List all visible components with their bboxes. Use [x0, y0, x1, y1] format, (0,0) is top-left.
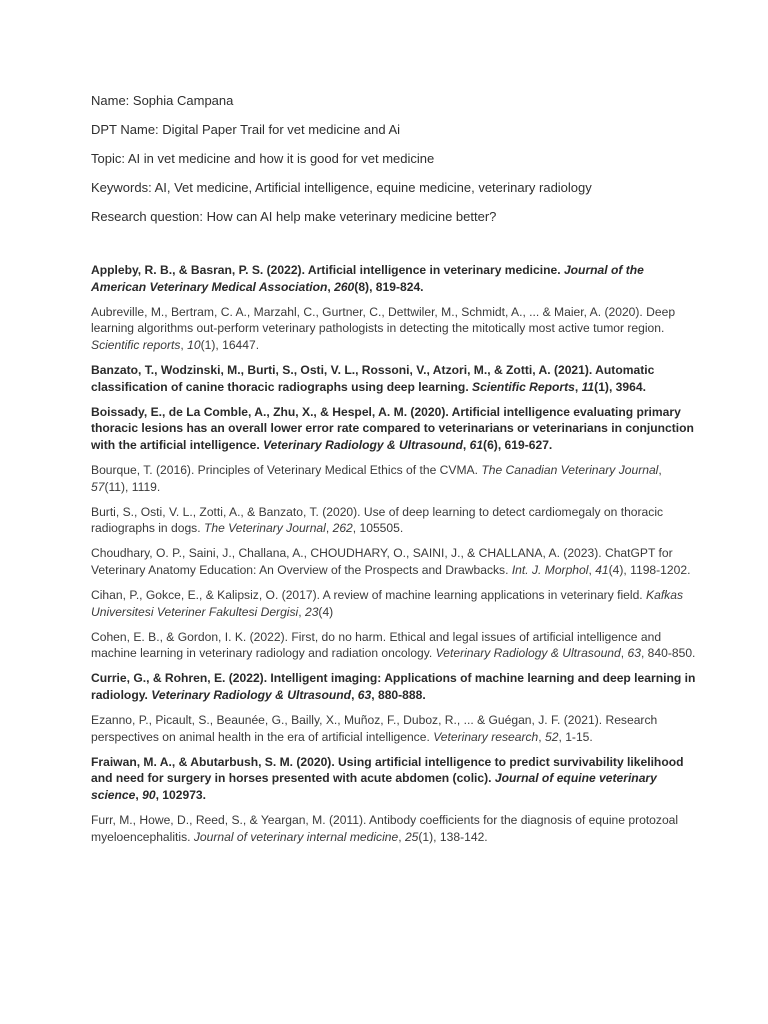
- reference-text: ,: [658, 462, 662, 477]
- reference-italic-text: Veterinary Radiology & Ultrasound: [263, 437, 463, 452]
- reference-text: Ezanno, P., Picault, S., Beaunée, G., Bailly, X., Muñoz, F., Duboz, R., ... & Guégan, J. F. (2021). Research perspectives on animal health in the era of artificial intelligence.: [91, 713, 658, 744]
- research-question: Research question: How can AI help make veterinary medicine better?: [91, 209, 497, 224]
- reference-text: Boissady, E., de La Comble, A., Zhu, X., & Hespel, A. M. (2020). Artificial intelligence evaluating primary thoracic lesions has an overall lower error rate compared to veterinarians or veterinarians in conjunction with the artificial intelligence.: [91, 404, 694, 452]
- reference-text: ,: [298, 604, 305, 619]
- reference-text: ,: [180, 337, 188, 352]
- reference-italic-text: 10: [187, 337, 201, 352]
- reference-entry: [91, 545, 697, 578]
- reference-text: ,: [538, 729, 546, 744]
- reference-text: (4): [318, 604, 334, 619]
- reference-text: (1), 16447.: [200, 337, 260, 352]
- reference-italic-text: 41: [595, 562, 609, 577]
- reference-text: Choudhary, O. P., Saini, J., Challana, A., CHOUDHARY, O., SAINI, J., & CHALLANA, A. (2023). ChatGPT for Veterinary Anatomy Education: An Overview of the Prospects and Drawbacks.: [91, 546, 673, 577]
- reference-entry: [91, 754, 697, 804]
- reference-text: , 840-850.: [640, 646, 696, 661]
- reference-italic-text: 63: [627, 646, 641, 661]
- reference-text: Burti, S., Osti, V. L., Zotti, A., & Banzato, T. (2020). Use of deep learning to detect cardiomegaly on thoracic radiographs in dogs.: [91, 504, 664, 536]
- keywords: Keywords: AI, Vet medicine, Artificial intelligence, equine medicine, veterinary radiology: [91, 180, 592, 195]
- reference-italic-text: Kafkas Universitesi Veteriner Fakultesi Dergisi: [91, 588, 684, 619]
- reference-italic-text: 61: [469, 437, 484, 452]
- dpt-name: DPT Name: Digital Paper Trail for vet medicine and Ai: [91, 122, 401, 137]
- reference-text: (4), 1198-1202.: [608, 562, 691, 577]
- reference-text: Currie, G., & Rohren, E. (2022). Intelligent imaging: Applications of machine learning and deep learning in radiology.: [91, 671, 696, 702]
- reference-italic-text: 57: [91, 479, 105, 494]
- reference-entry: [91, 812, 697, 845]
- reference-italic-text: The Veterinary Journal: [203, 521, 326, 536]
- reference-italic-text: Journal of equine veterinary science: [91, 771, 657, 802]
- reference-text: ,: [327, 279, 335, 294]
- reference-italic-text: Int. J. Morphol: [511, 562, 589, 577]
- reference-text: Bourque, T. (2016). Principles of Veterinary Medical Ethics of the CVMA.: [91, 462, 482, 477]
- reference-italic-text: The Canadian Veterinary Journal: [481, 462, 659, 477]
- reference-text: , 102973.: [155, 787, 207, 802]
- reference-text: (11), 1119.: [104, 479, 161, 494]
- reference-italic-text: 63: [357, 687, 372, 702]
- reference-text: (1), 3964.: [594, 379, 646, 394]
- reference-text: (6), 619-627.: [483, 437, 553, 452]
- reference-text: ,: [588, 562, 596, 577]
- reference-italic-text: 23: [304, 604, 319, 619]
- reference-text: Appleby, R. B., & Basran, P. S. (2022). Artificial intelligence in veterinary medicine.: [91, 263, 564, 277]
- reference-text: (8), 819-824.: [354, 279, 424, 294]
- reference-italic-text: Veterinary research: [433, 729, 539, 744]
- reference-text: ,: [574, 379, 582, 394]
- assignment-header: [91, 93, 731, 238]
- reference-entry: [91, 262, 697, 295]
- reference-italic-text: 262: [332, 521, 353, 536]
- reference-entry: [91, 362, 697, 395]
- reference-entry: [91, 462, 697, 495]
- reference-italic-text: 52: [545, 729, 559, 744]
- reference-italic-text: Scientific Reports: [472, 379, 575, 394]
- reference-italic-text: Journal of veterinary internal medicine: [193, 829, 399, 844]
- reference-text: (1), 138-142.: [418, 829, 488, 844]
- reference-text: ,: [398, 829, 405, 844]
- reference-italic-text: 25: [404, 829, 419, 844]
- reference-text: Furr, M., Howe, D., Reed, S., & Yeargan, M. (2011). Antibody coefficients for the diagnosis of equine protozoal myeloencephalitis.: [91, 813, 679, 844]
- reference-entry: [91, 587, 697, 620]
- reference-text: , 880-888.: [371, 687, 426, 702]
- reference-italic-text: Veterinary Radiology & Ultrasound: [151, 687, 352, 702]
- reference-entry: [91, 712, 697, 745]
- reference-text: , 105505.: [352, 521, 404, 536]
- reference-text: Aubreville, M., Bertram, C. A., Marzahl, C., Gurtner, C., Dettwiler, M., Schmidt, A., ... & Maier, A. (2020). Deep learning algorithms out-perform veterinary pathologists in detecting the mitotically most active tumor region.: [91, 304, 676, 336]
- reference-italic-text: Veterinary Radiology & Ultrasound: [435, 646, 621, 661]
- reference-text: ,: [325, 521, 333, 536]
- reference-text: , 1-15.: [558, 729, 593, 744]
- topic: Topic: AI in vet medicine and how it is good for vet medicine: [91, 151, 435, 166]
- reference-entry: [91, 670, 697, 703]
- reference-italic-text: Scientific reports: [91, 337, 181, 352]
- student-name: Name: Sophia Campana: [91, 93, 234, 108]
- reference-entry: [91, 404, 697, 454]
- reference-entry: [91, 304, 697, 354]
- reference-text: ,: [462, 437, 470, 452]
- reference-list: [91, 262, 697, 854]
- reference-italic-text: 11: [581, 379, 595, 394]
- reference-text: ,: [135, 787, 143, 802]
- reference-text: Banzato, T., Wodzinski, M., Burti, S., Osti, V. L., Rossoni, V., Atzori, M., & Zotti, A. (2021). Automatic classification of canine thoracic radiographs using deep learning.: [91, 362, 655, 394]
- reference-text: Fraiwan, M. A., & Abutarbush, S. M. (2020). Using artificial intelligence to predict survivability likelihood and need for surgery in horses presented with acute abdomen (colic).: [91, 754, 684, 786]
- reference-italic-text: 90: [142, 787, 156, 802]
- reference-text: ,: [351, 687, 358, 702]
- reference-italic-text: Journal of the American Veterinary Medical Association: [91, 263, 644, 294]
- reference-text: Cihan, P., Gokce, E., & Kalipsiz, O. (2017). A review of machine learning applications in veterinary field.: [91, 588, 647, 602]
- reference-text: Cohen, E. B., & Gordon, I. K. (2022). First, do no harm. Ethical and legal issues of artificial intelligence and machine learning in veterinary radiology and radiation oncology.: [91, 629, 662, 661]
- reference-entry: [91, 504, 697, 537]
- reference-text: ,: [620, 646, 628, 661]
- reference-entry: [91, 629, 697, 662]
- reference-italic-text: 260: [334, 279, 355, 294]
